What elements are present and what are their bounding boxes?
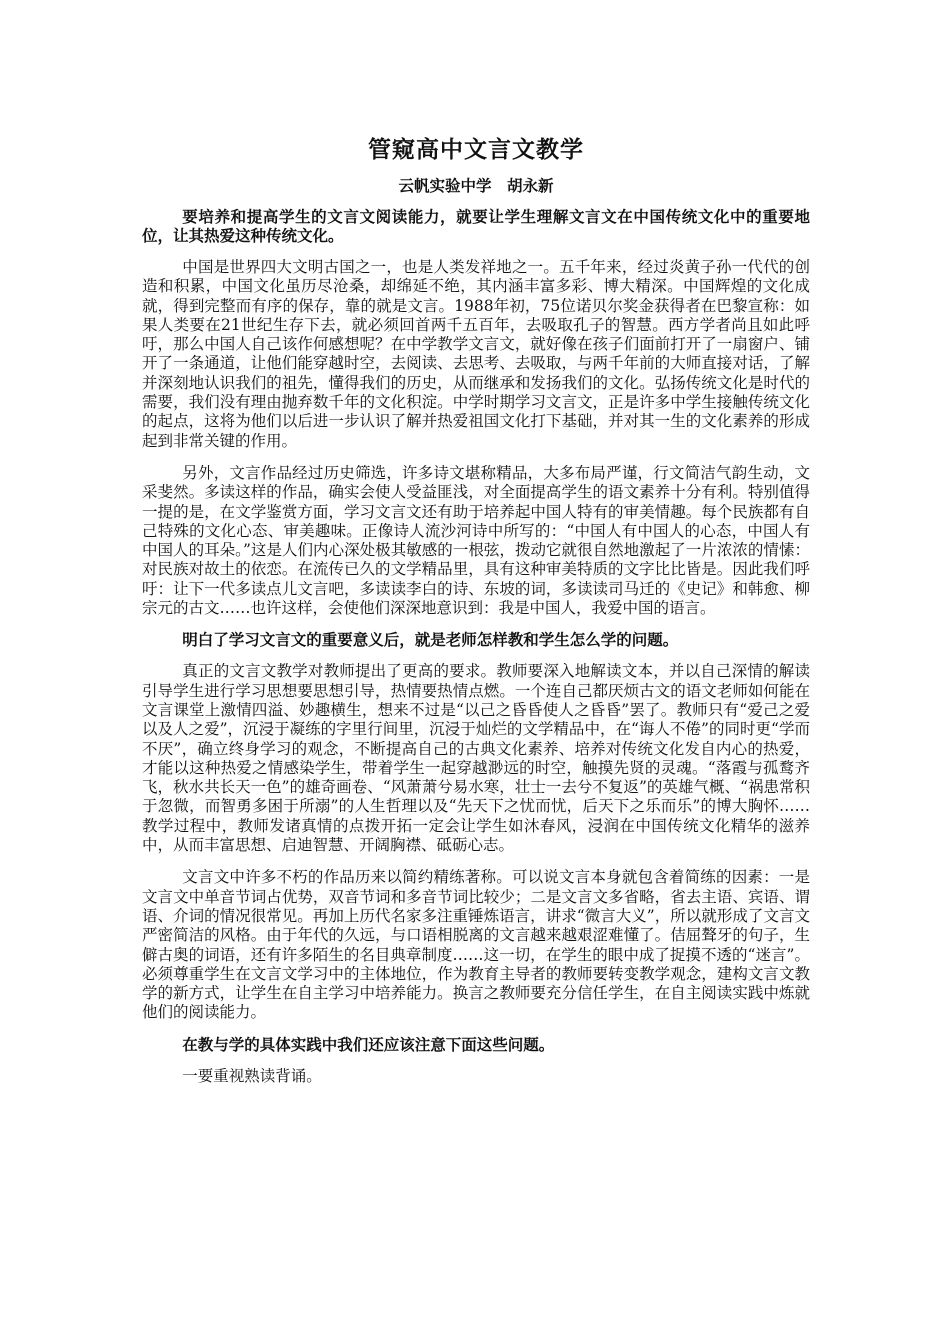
author-byline: 云帆实验中学 胡永新 [398,177,554,195]
body-paragraph-5: 一要重视熟读背诵。 [182,1066,322,1085]
body-paragraph-3: 真正的文言文教学对教师提出了更高的要求。教师要深入地解读文本，并以自己深情的解读引导学生进行学习思想要思想引导，热情要热情点燃。一个连自己都厌烦古文的语文老师如何能在文言课堂上激情四溢、妙趣横生，想来不过是“以己之昏昏使人之昏昏”罢了。教师只有“爱己之爱以及人之爱”，沉浸于凝练的字里行间里，沉浸于灿烂的文学精品中，在“诲人不倦”的同时更“学而不厌”，确立终身学习的观念，不断提高自己的古典文化素养、培养对传统文化发自内心的热爱，才能以这种热爱之情感染学生，带着学生一起穿越渺远的时空，触摸先贤的灵魂。“落霞与孤鹜齐飞，秋水共长天一色”的雄奇画卷、“风萧萧兮易水寒，壮士一去兮不复返”的英雄气概、“祸患常积于忽微，而智勇多困于所溺”的人生哲理以及“先天下之忧而忧，后天下之乐而乐”的博大胸怀……教学过程中，教师发诸真情的点拨开拓一定会让学生如沐春风，浸润在中国传统文化精华的滋养中，从而丰富思想、启迪智慧、开阔胸襟、砥砺心志。 [142,662,810,855]
document-page [142,128,810,1099]
section-heading-3: 在教与学的具体实践中我们还应该注意下面这些问题。 [182,1035,555,1054]
body-paragraph-2: 另外，文言作品经过历史筛选，许多诗文堪称精品，大多布局严谨，行文简洁气韵生动，文采斐然。多读这样的作品，确实会使人受益匪浅，对全面提高学生的语文素养十分有利。特别值得一提的是，在文学鉴赏方面，学习文言文还有助于培养起中国人特有的审美情趣。每个民族都有自己特殊的文化心态、审美趣味。正像诗人流沙河诗中所写的：“中国人有中国人的心态，中国人有中国人的耳朵。”这是人们内心深处极其敏感的一根弦，拨动它就很自然地激起了一片浓浓的情愫：对民族对故土的依恋。在流传已久的文学精品里，具有这种审美特质的文字比比皆是。因此我们呼吁：让下一代多读点儿文言吧，多读读李白的诗、东坡的词，多读读司马迁的《史记》和韩愈、柳宗元的古文……也许这样，会使他们深深地意识到：我是中国人，我爱中国的语言。 [142,463,810,618]
section-heading-1: 要培养和提高学生的文言文阅读能力，就要让学生理解文言文在中国传统文化中的重要地位，让其热爱这种传统文化。 [142,208,810,245]
body-paragraph-1: 中国是世界四大文明古国之一，也是人类发祥地之一。五千年来，经过炎黄子孙一代代的创造和积累，中国文化虽历尽沧桑，却绵延不绝，其内涵丰富多彩、博大精深。中国辉煌的文化成就，得到完整而有序的保存，靠的就是文言。1988年初，75位诺贝尔奖金获得者在巴黎宣称：如果人类要在21世纪生存下去，就必须回首两千五百年，去吸取孔子的智慧。西方学者尚且如此呼吁，那么中国人自己该作何感想呢？在中学教学文言文，就好像在孩子们面前打开了一扇窗户、铺开了一条通道，让他们能穿越时空，去阅读、去思考、去吸取，与两千年前的大师直接对话，了解并深刻地认识我们的祖先，懂得我们的历史，从而继承和发扬我们的文化。弘扬传统文化是时代的需要，我们没有理由抛弃数千年的文化积淀。中学时期学习文言文，正是许多中学生接触传统文化的起点，这将为他们以后进一步认识了解并热爱祖国文化打下基础，并对其一生的文化素养的形成起到非常关键的作用。 [142,258,810,450]
body-paragraph-4: 文言文中许多不朽的作品历来以简约精练著称。可以说文言本身就包含着简练的因素：一是文言文中单音节词占优势，双音节词和多音节词比较少；二是文言文多省略，省去主语、宾语、谓语、介词的情况很常见。再加上历代名家多注重锤炼语言，讲求“微言大义”，所以就形成了文言文严密简洁的风格。由于年代的久远，与口语相脱离的文言越来越艰涩难懂了。佶屈聱牙的句子，生僻古奥的词语，还有许多陌生的名目典章制度……这一切，在学生的眼中成了捉摸不透的“迷言”。必须尊重学生在文言文学习中的主体地位，作为教育主导者的教师要转变教学观念，建构文言文教学的新方式，让学生在自主学习中培养能力。换言之教师要充分信任学生，在自主阅读实践中炼就他们的阅读能力。 [142,868,810,1022]
document-title: 管窥高中文言文教学 [368,137,584,163]
section-heading-2: 明白了学习文言文的重要意义后，就是老师怎样教和学生怎么学的问题。 [182,631,679,650]
